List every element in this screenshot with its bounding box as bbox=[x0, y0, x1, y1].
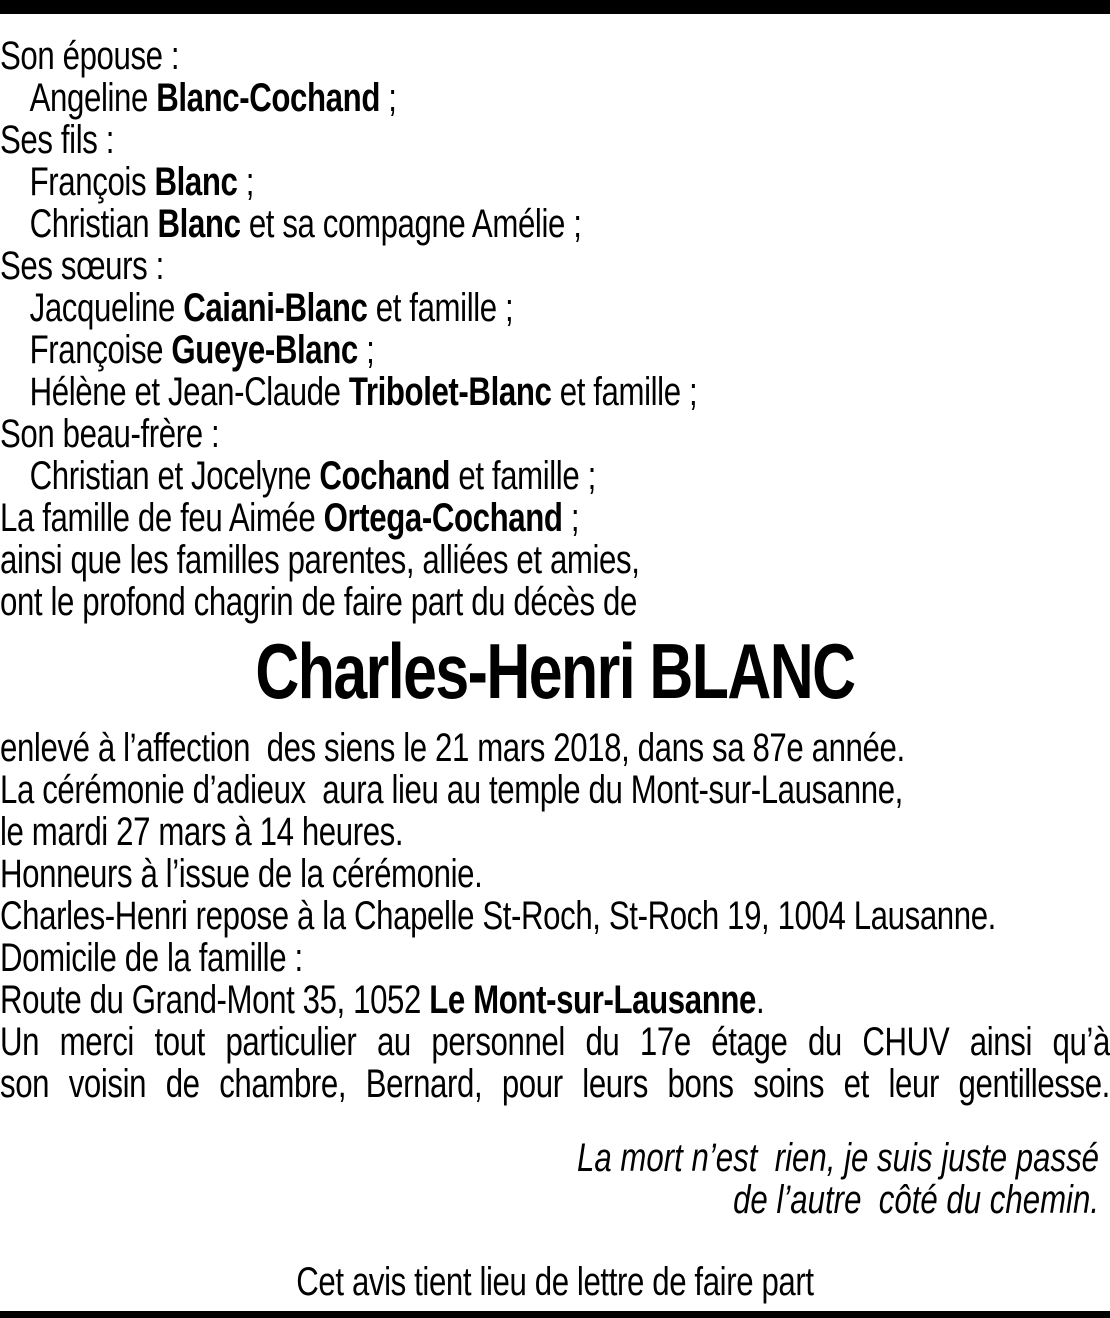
text-segment: Domicile de la famille : bbox=[0, 936, 303, 980]
text-segment: La cérémonie d’adieux aura lieu au temple du Mont-sur-Lausanne, bbox=[0, 768, 903, 812]
text-segment: Christian et Jocelyne bbox=[29, 454, 320, 498]
text-segment: et famille ; bbox=[367, 286, 514, 330]
family-name-bold: Blanc bbox=[154, 160, 238, 204]
notice-line bbox=[0, 161, 1110, 203]
family-name-bold: Ortega-Cochand bbox=[323, 496, 563, 540]
family-name-bold: Blanc bbox=[157, 202, 241, 246]
text-segment: Route du Grand-Mont 35, 1052 bbox=[0, 978, 430, 1022]
notice-line bbox=[0, 77, 1110, 119]
text-segment: Jacqueline bbox=[29, 286, 184, 330]
text-segment: ainsi que les familles parentes, alliées et amies, bbox=[0, 538, 640, 582]
text-segment: Honneurs à l’issue de la cérémonie. bbox=[0, 852, 483, 896]
notice-line bbox=[0, 581, 1110, 623]
text-segment: et sa compagne Amélie ; bbox=[240, 202, 582, 246]
text-segment: Christian bbox=[29, 202, 158, 246]
notice-line bbox=[0, 769, 1110, 811]
text-segment: et famille ; bbox=[551, 370, 698, 414]
notice-line bbox=[0, 1021, 1110, 1063]
text-segment: Charles-Henri repose à la Chapelle St-Roch, St-Roch 19, 1004 Lausanne. bbox=[0, 894, 996, 938]
deceased-name-title: Charles-Henri BLANC bbox=[255, 627, 855, 715]
notice-sheet bbox=[0, 14, 1110, 1303]
text-segment: et famille ; bbox=[450, 454, 596, 498]
quote-line: de l’autre côté du chemin. bbox=[733, 1178, 1100, 1222]
text-segment: le mardi 27 mars à 14 heures. bbox=[0, 810, 404, 854]
family-name-bold: Caiani-Blanc bbox=[183, 286, 368, 330]
notice-line bbox=[0, 727, 1110, 769]
notice-line bbox=[0, 895, 1110, 937]
notice-line bbox=[0, 497, 1110, 539]
text-segment: François bbox=[29, 160, 155, 204]
quote-line: La mort n’est rien, je suis juste passé bbox=[577, 1136, 1100, 1180]
notice-line bbox=[0, 811, 1110, 853]
notice-line bbox=[0, 979, 1110, 1021]
text-segment: ; bbox=[357, 328, 375, 372]
notice-line bbox=[0, 539, 1110, 581]
text-segment: Ses sœurs : bbox=[0, 244, 164, 288]
family-name-bold: Gueye-Blanc bbox=[171, 328, 358, 372]
family-name-bold: Blanc-Cochand bbox=[156, 76, 380, 120]
text-segment: . bbox=[755, 978, 765, 1022]
bottom-border-bar bbox=[0, 1311, 1110, 1318]
text-segment: Ses fils : bbox=[0, 118, 115, 162]
notice-line bbox=[0, 455, 1110, 497]
text-segment: son voisin de chambre, Bernard, pour leurs bons soins et leur gentillesse. bbox=[0, 1062, 1110, 1106]
notice-line bbox=[0, 1063, 1110, 1105]
notice-line bbox=[0, 413, 1110, 455]
family-name-bold: Tribolet-Blanc bbox=[348, 370, 552, 414]
text-segment: Son épouse : bbox=[0, 34, 180, 78]
family-name-bold: Cochand bbox=[319, 454, 451, 498]
text-segment: Son beau-frère : bbox=[0, 412, 220, 456]
notice-line bbox=[0, 853, 1110, 895]
notice-line bbox=[0, 35, 1110, 77]
top-border-bar bbox=[0, 0, 1110, 14]
text-segment: ; bbox=[237, 160, 255, 204]
text-segment: Un merci tout particulier au personnel du 17e étage du CHUV ainsi qu’à bbox=[0, 1020, 1110, 1064]
notice-line bbox=[0, 119, 1110, 161]
text-segment: ; bbox=[379, 76, 397, 120]
memorial-quote bbox=[0, 1137, 1110, 1221]
notice-line bbox=[0, 937, 1110, 979]
text-segment: Hélène et Jean-Claude bbox=[29, 370, 349, 414]
text-segment: enlevé à l’affection des siens le 21 mars 2018, dans sa 87e année. bbox=[0, 726, 905, 770]
family-list bbox=[0, 14, 1110, 623]
family-name-bold: Le Mont-sur-Lausanne bbox=[429, 978, 756, 1022]
closing-line: Cet avis tient lieu de lettre de faire part bbox=[296, 1260, 814, 1304]
text-segment: La famille de feu Aimée bbox=[0, 496, 324, 540]
text-segment: Françoise bbox=[29, 328, 172, 372]
notice-line bbox=[0, 371, 1110, 413]
text-segment: ont le profond chagrin de faire part du décès de bbox=[0, 580, 637, 624]
text-segment: ; bbox=[562, 496, 580, 540]
text-segment: Angeline bbox=[29, 76, 157, 120]
notice-line bbox=[0, 203, 1110, 245]
notice-line bbox=[0, 329, 1110, 371]
notice-line bbox=[0, 287, 1110, 329]
notice-line bbox=[0, 245, 1110, 287]
ceremony-details bbox=[0, 727, 1110, 1105]
